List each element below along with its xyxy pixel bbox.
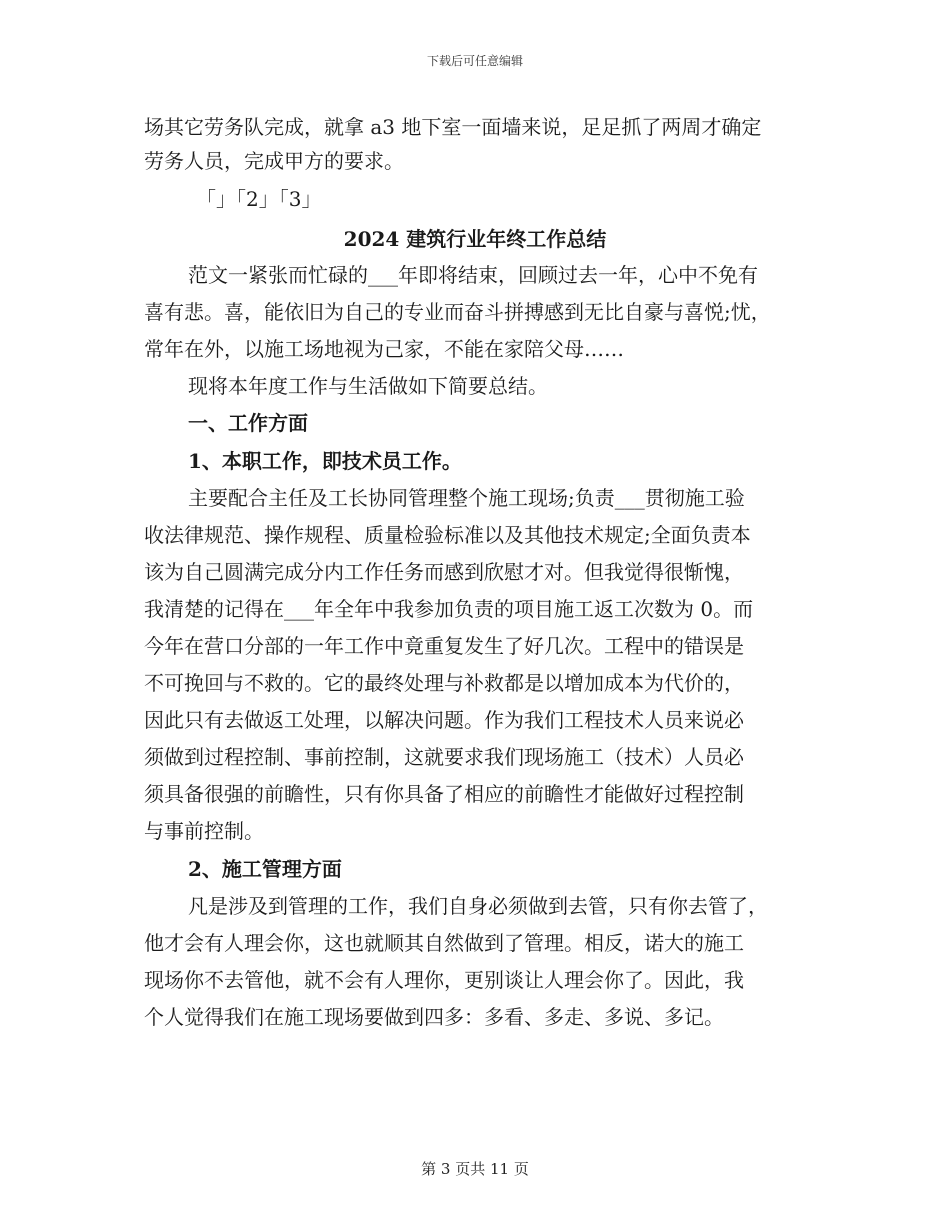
- paragraph-line: 凡是涉及到管理的工作，我们自身必须做到去管，只有你去管了，: [188, 894, 768, 918]
- paragraph-line: 须具备很强的前瞻性，只有你具备了相应的前瞻性才能做好过程控制: [144, 782, 744, 806]
- paragraph-line: 与事前控制。: [144, 819, 264, 843]
- paragraph-line: 喜有悲。喜，能依旧为自己的专业而奋斗拼搏感到无比自豪与喜悦;忧，: [144, 300, 771, 324]
- paragraph-line: 范文一紧张而忙碌的___年即将结束，回顾过去一年，心中不免有: [188, 263, 758, 287]
- article-title: 2024 建筑行业年终工作总结: [343, 227, 607, 251]
- page-header: 下载后可任意编辑: [426, 54, 523, 68]
- paragraph-line: 我清楚的记得在___年全年中我参加负责的项目施工返工次数为 0。而: [144, 597, 754, 621]
- paragraph-line: 主要配合主任及工长协同管理整个施工现场;负责___贯彻施工验: [188, 486, 745, 510]
- paragraph-line: 不可挽回与不救的。它的最终处理与补救都是以增加成本为代价的，: [144, 671, 744, 695]
- paragraph-line: 因此只有去做返工处理，以解决问题。作为我们工程技术人员来说必: [144, 708, 744, 732]
- page-footer: 第 3 页共 11 页: [421, 1160, 529, 1178]
- paragraph-line: 现场你不去管他，就不会有人理你，更别谈让人理会你了。因此，我: [144, 968, 744, 992]
- paragraph-line: 该为自己圆满完成分内工作任务而感到欣慰才对。但我觉得很惭愧，: [144, 560, 744, 584]
- paragraph-line: 常年在外，以施工场地视为己家，不能在家陪父母……: [144, 337, 624, 361]
- paragraph-line: 须做到过程控制、事前控制，这就要求我们现场施工（技术）人员必: [144, 745, 744, 769]
- paragraph-line: 收法律规范、操作规程、质量检验标准以及其他技术规定;全面负责本: [144, 523, 751, 547]
- reference-markers: 「」「2」「3」: [196, 187, 322, 211]
- subsection-heading: 1、本职工作，即技术员工作。: [188, 449, 462, 473]
- subsection-heading: 2、施工管理方面: [188, 857, 342, 881]
- paragraph-line: 场其它劳务队完成，就拿 a3 地下室一面墙来说，足足抓了两周才确定: [144, 115, 762, 139]
- section-heading: 一、工作方面: [188, 411, 308, 435]
- paragraph-line: 今年在营口分部的一年工作中竟重复发生了好几次。工程中的错误是: [144, 634, 744, 658]
- paragraph-line: 个人觉得我们在施工现场要做到四多：多看、多走、多说、多记。: [144, 1005, 724, 1029]
- paragraph-line: 现将本年度工作与生活做如下简要总结。: [188, 374, 548, 398]
- paragraph-line: 劳务人员，完成甲方的要求。: [144, 149, 404, 173]
- paragraph-line: 他才会有人理会你，这也就顺其自然做到了管理。相反，诺大的施工: [144, 931, 744, 955]
